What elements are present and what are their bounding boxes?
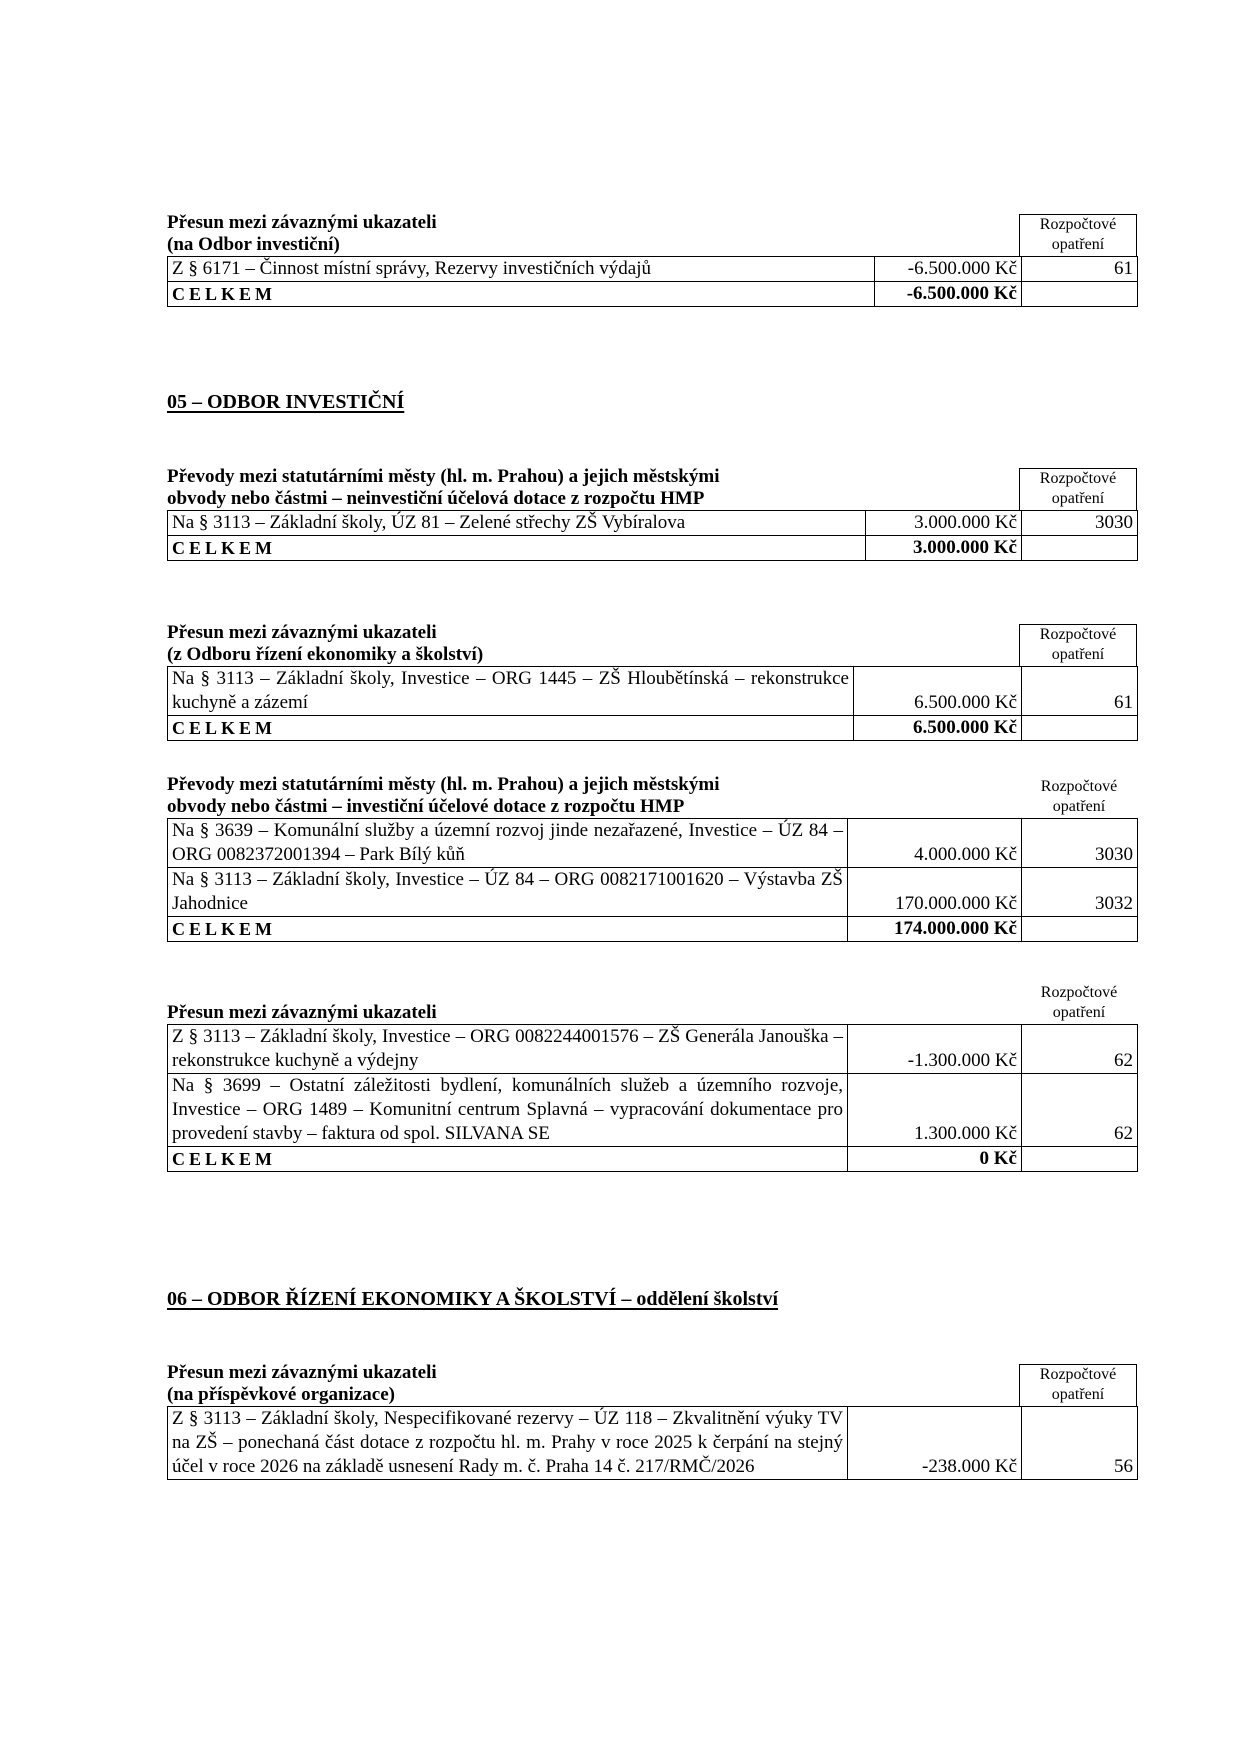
row-budget-measure: 62 xyxy=(1022,1074,1138,1147)
total-empty-cell xyxy=(1022,536,1138,561)
total-empty-cell xyxy=(1022,1147,1138,1172)
block-title-line: obvody nebo částmi – neinvestiční účelová dotace z rozpočtu HMP xyxy=(167,488,705,509)
total-empty-cell xyxy=(1022,716,1138,741)
total-label: CELKEM xyxy=(168,1147,848,1172)
table-row xyxy=(168,1407,1138,1480)
table-row xyxy=(168,1074,1138,1147)
block-title xyxy=(167,212,867,256)
budget-block-transfer-to-investment xyxy=(167,212,1137,307)
rozpoctove-opatreni-header: Rozpočtové opatření xyxy=(1040,984,1118,1021)
budget-table xyxy=(167,666,1138,741)
row-amount: 4.000.000 Kč xyxy=(848,819,1022,868)
row-description: Na § 3113 – Základní školy, Investice – ORG 1445 – ZŠ Hloubětínská – rekonstrukce kuchyně a zázemí xyxy=(168,667,854,716)
block-title xyxy=(167,774,867,818)
total-label: CELKEM xyxy=(168,536,866,561)
block-title-line: (na příspěvkové organizace) xyxy=(167,1384,395,1405)
row-description: Z § 6171 – Činnost místní správy, Rezervy investičních výdajů xyxy=(168,257,875,282)
row-budget-measure: 3032 xyxy=(1022,868,1138,917)
row-description: Z § 3113 – Základní školy, Investice – ORG 0082244001576 – ZŠ Generála Janouška – rekonstrukce kuchyně a výdejny xyxy=(168,1025,848,1074)
row-description: Na § 3113 – Základní školy, ÚZ 81 – Zelené střechy ZŠ Vybíralova xyxy=(168,511,866,536)
row-amount: 1.300.000 Kč xyxy=(848,1074,1022,1147)
block-title-line: Přesun mezi závaznými ukazateli xyxy=(167,1002,437,1023)
row-budget-measure: 62 xyxy=(1022,1025,1138,1074)
row-description: Na § 3639 – Komunální služby a územní rozvoj jinde nezařazené, Investice – ÚZ 84 – ORG 0082372001394 – Park Bílý kůň xyxy=(168,819,848,868)
total-amount: 0 Kč xyxy=(848,1147,1022,1172)
block-header xyxy=(167,774,1137,818)
row-amount: -238.000 Kč xyxy=(848,1407,1022,1480)
table-row xyxy=(168,511,1138,536)
row-description: Na § 3113 – Základní školy, Investice – ÚZ 84 – ORG 0082171001620 – Výstavba ZŠ Jahodnice xyxy=(168,868,848,917)
block-title-line: Přesun mezi závaznými ukazateli xyxy=(167,1362,437,1383)
total-amount: 3.000.000 Kč xyxy=(866,536,1022,561)
rozpoctove-opatreni-header: Rozpočtové opatření xyxy=(1019,214,1137,256)
rozpoctove-opatreni-header: Rozpočtové opatření xyxy=(1019,1364,1137,1406)
row-amount: 170.000.000 Kč xyxy=(848,868,1022,917)
block-header xyxy=(167,466,1137,510)
total-amount: 6.500.000 Kč xyxy=(854,716,1022,741)
budget-table xyxy=(167,1406,1138,1480)
total-amount: -6.500.000 Kč xyxy=(875,282,1022,307)
total-label: CELKEM xyxy=(168,716,854,741)
row-amount: -1.300.000 Kč xyxy=(848,1025,1022,1074)
block-title xyxy=(167,622,867,666)
total-row xyxy=(168,1147,1138,1172)
table-row xyxy=(168,667,1138,716)
table-row xyxy=(168,819,1138,868)
budget-table xyxy=(167,818,1138,942)
budget-block-transfer-indicators xyxy=(167,984,1137,1172)
rozpoctove-opatreni-header: Rozpočtové opatření xyxy=(1040,778,1118,815)
block-header xyxy=(167,984,1137,1024)
total-row xyxy=(168,536,1138,561)
budget-table xyxy=(167,1024,1138,1172)
row-amount: 3.000.000 Kč xyxy=(866,511,1022,536)
block-title xyxy=(167,1002,867,1024)
block-title-line: Přesun mezi závaznými ukazateli xyxy=(167,622,437,643)
total-row xyxy=(168,917,1138,942)
total-label: CELKEM xyxy=(168,917,848,942)
total-empty-cell xyxy=(1022,917,1138,942)
block-title-line: Přesun mezi závaznými ukazateli xyxy=(167,212,437,233)
budget-table xyxy=(167,256,1138,307)
row-budget-measure: 61 xyxy=(1022,257,1138,282)
budget-block-investment-grants xyxy=(167,774,1137,942)
table-row xyxy=(168,1025,1138,1074)
budget-block-transfer-from-economy xyxy=(167,622,1137,741)
block-title-line: obvody nebo částmi – investiční účelové dotace z rozpočtu HMP xyxy=(167,796,685,817)
row-budget-measure: 56 xyxy=(1022,1407,1138,1480)
block-title-line: Převody mezi statutárními městy (hl. m. Prahou) a jejich městskými xyxy=(167,774,720,795)
section-heading-05: 05 – ODBOR INVESTIČNÍ xyxy=(167,391,405,413)
budget-table xyxy=(167,510,1138,561)
row-budget-measure: 3030 xyxy=(1022,511,1138,536)
block-header xyxy=(167,212,1137,256)
block-title-line: (z Odboru řízení ekonomiky a školství) xyxy=(167,644,484,665)
row-amount: -6.500.000 Kč xyxy=(875,257,1022,282)
total-row xyxy=(168,716,1138,741)
block-header xyxy=(167,1362,1137,1406)
budget-block-contributory-orgs xyxy=(167,1362,1137,1480)
table-row xyxy=(168,257,1138,282)
rozpoctove-opatreni-header: Rozpočtové opatření xyxy=(1019,468,1137,510)
rozpoctove-opatreni-header: Rozpočtové opatření xyxy=(1019,624,1137,666)
block-header xyxy=(167,622,1137,666)
block-title xyxy=(167,466,867,510)
table-row xyxy=(168,868,1138,917)
row-description: Na § 3699 – Ostatní záležitosti bydlení, komunálních služeb a územního rozvoje, Investice – ORG 1489 – Komunitní centrum Splavná – vypracování dokumentace pro provedení stavby – faktura od spol. SILVANA SE xyxy=(168,1074,848,1147)
row-description: Z § 3113 – Základní školy, Nespecifikované rezervy – ÚZ 118 – Zkvalitnění výuky TV na ZŠ – ponechaná část dotace z rozpočtu hl. m. Prahy v roce 2025 k čerpání na stejný účel v roce 2026 na základě usnesení Rady m. č. Praha 14 č. 217/RMČ/2026 xyxy=(168,1407,848,1480)
total-empty-cell xyxy=(1022,282,1138,307)
block-title-line: Převody mezi statutárními městy (hl. m. Prahou) a jejich městskými xyxy=(167,466,720,487)
row-budget-measure: 3030 xyxy=(1022,819,1138,868)
row-amount: 6.500.000 Kč xyxy=(854,667,1022,716)
row-budget-measure: 61 xyxy=(1022,667,1138,716)
budget-block-noninvestment-grant xyxy=(167,466,1137,561)
total-row xyxy=(168,282,1138,307)
block-title-line: (na Odbor investiční) xyxy=(167,234,340,255)
block-title xyxy=(167,1362,867,1406)
total-label: CELKEM xyxy=(168,282,875,307)
total-amount: 174.000.000 Kč xyxy=(848,917,1022,942)
section-heading-06: 06 – ODBOR ŘÍZENÍ EKONOMIKY A ŠKOLSTVÍ – oddělení školství xyxy=(167,1288,779,1310)
